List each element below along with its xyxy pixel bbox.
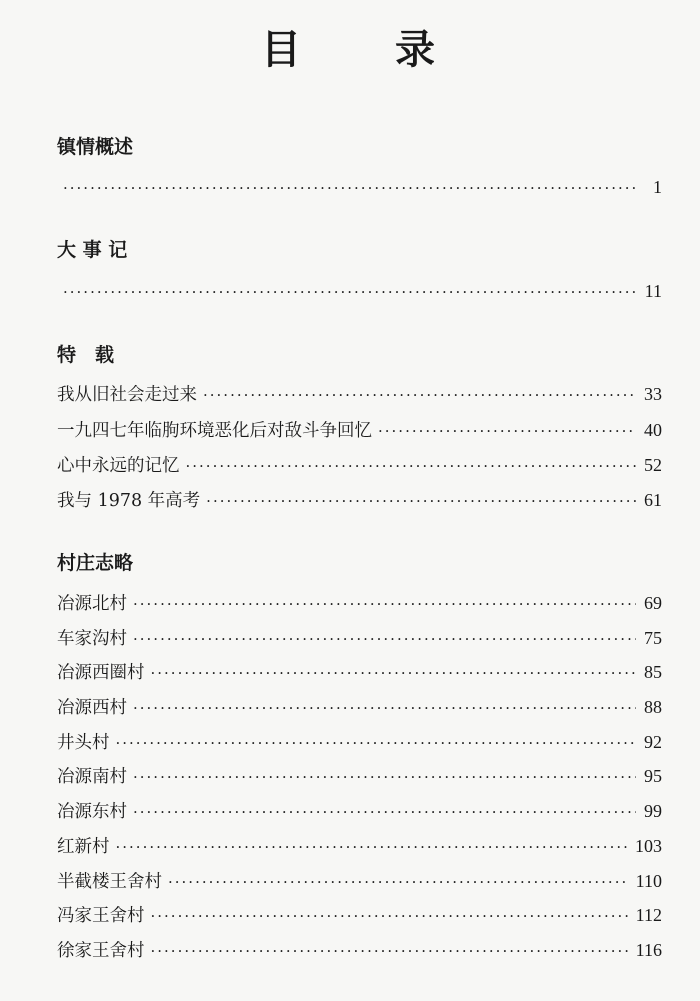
dot-leader [116,728,637,758]
toc-entry[interactable] [57,727,662,757]
toc-entry[interactable] [57,761,662,791]
dot-leader [378,416,636,446]
dot-leader [203,380,636,410]
dot-leader [133,589,636,619]
toc-entry[interactable] [57,935,662,965]
toc-entry[interactable] [57,379,662,409]
page-number: 116 [635,940,662,960]
dot-leader [151,658,637,688]
toc-entry-title: 井头村 [57,733,110,753]
page-number: 40 [644,420,662,440]
toc-entry-title: 冶源东村 [57,802,127,822]
page-number: 110 [635,871,662,891]
page-number: 88 [644,697,662,717]
toc-entry-title: 半截楼王舍村 [57,872,162,892]
page-number: 103 [635,836,662,856]
toc-entry-title: 我与 1978 年高考 [57,491,201,511]
toc-entry-title: 我从旧社会走过来 [57,385,197,405]
dot-leader [116,832,628,862]
toc-entry[interactable] [57,796,662,826]
section-heading: 特 载 [57,344,115,366]
page-number: 69 [644,593,662,613]
toc-entry-title: 冶源西村 [57,698,127,718]
toc-entry-title: 心中永远的记忆 [57,456,180,476]
page-title: 目 录 [261,26,475,73]
toc-entry[interactable] [57,900,662,930]
dot-leader [151,901,628,931]
page-number: 92 [644,732,662,752]
page-number: 33 [644,384,662,404]
toc-entry-title: 红新村 [57,837,110,857]
toc-entry-title: 冶源西圈村 [57,663,145,683]
toc-entry[interactable] [57,866,662,896]
dot-leader [133,624,636,654]
toc-entry-title: 车家沟村 [57,629,127,649]
page-number: 95 [644,766,662,786]
toc-entry[interactable] [57,415,662,445]
dot-leader [206,486,636,516]
toc-entry-title: 冯家王舍村 [57,906,145,926]
dot-leader [63,277,636,307]
page-number: 1 [653,177,662,197]
toc-entry[interactable] [57,831,662,861]
dot-leader [168,867,628,897]
toc-entry[interactable] [57,485,662,515]
toc-entry-title: 冶源北村 [57,594,127,614]
dot-leader [151,936,628,966]
dot-leader [186,451,637,481]
toc-entry[interactable] [57,623,662,653]
page-number: 52 [644,455,662,475]
section-heading: 镇情概述 [57,136,134,158]
section-heading: 村庄志略 [57,552,134,574]
toc-entry-title: 冶源南村 [57,767,127,787]
dot-leader [63,173,636,203]
section-heading: 大 事 记 [57,239,128,261]
dot-leader [133,797,636,827]
dot-leader [133,693,636,723]
toc-entry[interactable] [57,172,662,202]
toc-entry[interactable] [57,657,662,687]
page-number: 85 [644,662,662,682]
page-number: 99 [644,801,662,821]
toc-entry[interactable] [57,588,662,618]
toc-entry[interactable] [57,450,662,480]
page-number: 112 [635,905,662,925]
toc-entry-title: 徐家王舍村 [57,941,145,961]
toc-entry[interactable] [57,692,662,722]
dot-leader [133,762,636,792]
page-number: 75 [644,628,662,648]
page-number: 11 [644,281,662,301]
toc-entry-title: 一九四七年临朐环境恶化后对敌斗争回忆 [57,421,372,441]
toc-entry[interactable] [57,276,662,306]
page-number: 61 [644,490,662,510]
